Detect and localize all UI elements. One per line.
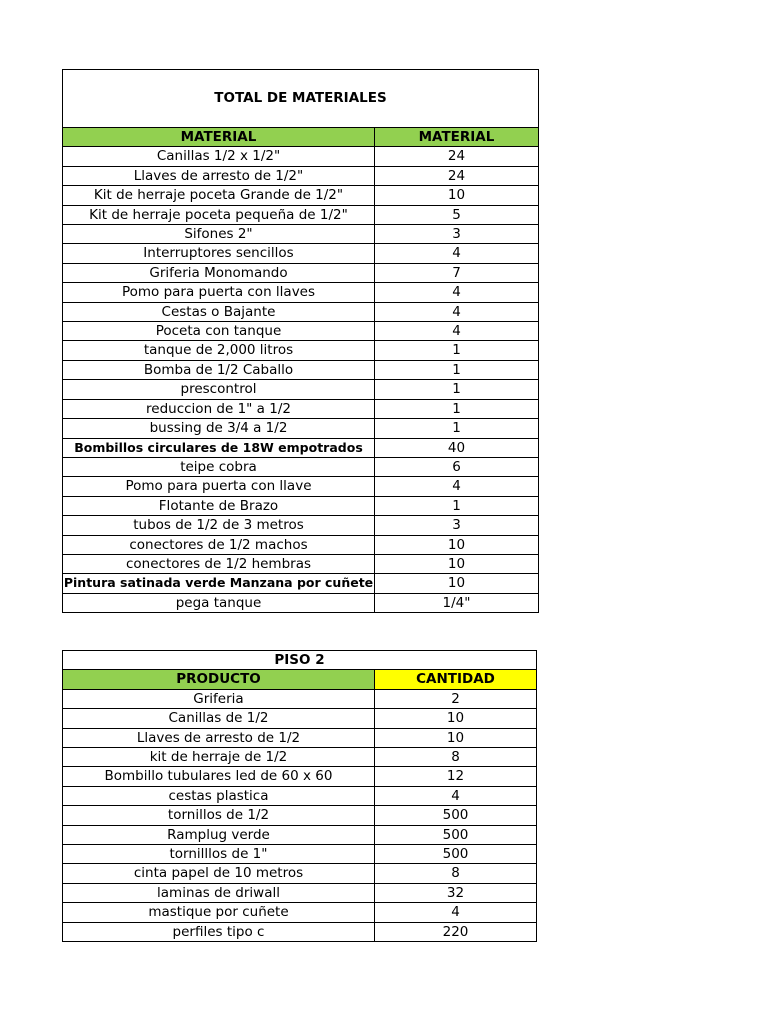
item-name-cell: reduccion de 1" a 1/2 [63,399,375,418]
table-header-row [63,670,537,689]
table-row [63,806,537,825]
quantity-cell: 10 [375,574,539,593]
table-row [63,748,537,767]
table-row [63,186,539,205]
item-name-cell: Kit de herraje poceta Grande de 1/2" [63,186,375,205]
quantity-cell: 500 [375,845,537,864]
quantity-cell: 32 [375,883,537,902]
item-name-cell: kit de herraje de 1/2 [63,748,375,767]
item-name-cell: Interruptores sencillos [63,244,375,263]
item-name-cell: Bombillos circulares de 18W empotrados [63,438,375,457]
quantity-cell: 10 [375,535,539,554]
table-row [63,786,537,805]
item-name-cell: Pomo para puerta con llave [63,477,375,496]
item-name-cell: Sifones 2" [63,225,375,244]
table-title: PISO 2 [63,651,537,670]
total-materiales-table [62,69,539,613]
table-row [63,825,537,844]
quantity-cell: 4 [375,322,539,341]
quantity-cell: 10 [375,186,539,205]
item-name-cell: tornillos de 1/2 [63,806,375,825]
table-row [63,244,539,263]
table-row [63,419,539,438]
quantity-cell: 24 [375,166,539,185]
item-name-cell: Poceta con tanque [63,322,375,341]
table-row [63,516,539,535]
item-name-cell: Llaves de arresto de 1/2" [63,166,375,185]
quantity-cell: 12 [375,767,537,786]
item-name-cell: pega tanque [63,593,375,612]
quantity-cell: 4 [375,903,537,922]
table-row [63,360,539,379]
table-row [63,399,539,418]
quantity-cell: 10 [375,728,537,747]
table-row [63,380,539,399]
quantity-cell: 1/4" [375,593,539,612]
quantity-cell: 8 [375,748,537,767]
quantity-cell: 4 [375,302,539,321]
quantity-cell: 1 [375,341,539,360]
table-row [63,302,539,321]
quantity-cell: 1 [375,419,539,438]
table-row [63,864,537,883]
quantity-cell: 1 [375,399,539,418]
item-name-cell: cestas plastica [63,786,375,805]
table-row [63,263,539,282]
quantity-cell: 500 [375,825,537,844]
quantity-cell: 6 [375,457,539,476]
item-name-cell: Ramplug verde [63,825,375,844]
table-row [63,593,539,612]
quantity-cell: 4 [375,477,539,496]
table-row [63,574,539,593]
item-name-cell: Llaves de arresto de 1/2 [63,728,375,747]
item-name-cell: Flotante de Brazo [63,496,375,515]
table-row [63,535,539,554]
table-row [63,322,539,341]
item-name-cell: Pomo para puerta con llaves [63,283,375,302]
quantity-cell: 4 [375,244,539,263]
column-header-producto: PRODUCTO [63,670,375,689]
column-header-cantidad: CANTIDAD [375,670,537,689]
item-name-cell: Kit de herraje poceta pequeña de 1/2" [63,205,375,224]
quantity-cell: 5 [375,205,539,224]
quantity-cell: 8 [375,864,537,883]
item-name-cell: Canillas de 1/2 [63,709,375,728]
table-row [63,341,539,360]
item-name-cell: perfiles tipo c [63,922,375,941]
quantity-cell: 10 [375,709,537,728]
table-row [63,922,537,941]
table-row [63,225,539,244]
table-row [63,554,539,573]
table-title-row [63,70,539,128]
item-name-cell: Bomba de 1/2 Caballo [63,360,375,379]
quantity-cell: 4 [375,283,539,302]
item-name-cell: Griferia [63,689,375,708]
item-name-cell: bussing de 3/4 a 1/2 [63,419,375,438]
item-name-cell: tubos de 1/2 de 3 metros [63,516,375,535]
item-name-cell: cinta papel de 10 metros [63,864,375,883]
table-header-row [63,128,539,147]
item-name-cell: prescontrol [63,380,375,399]
item-name-cell: Canillas 1/2 x 1/2" [63,147,375,166]
piso-2-table [62,650,537,942]
table-row [63,767,537,786]
table-title: TOTAL DE MATERIALES [63,70,539,128]
quantity-cell: 10 [375,554,539,573]
quantity-cell: 40 [375,438,539,457]
table-row [63,438,539,457]
table-title-row [63,651,537,670]
table-row [63,845,537,864]
item-name-cell: conectores de 1/2 hembras [63,554,375,573]
table-row [63,689,537,708]
quantity-cell: 1 [375,496,539,515]
column-header-material: MATERIAL [63,128,375,147]
item-name-cell: Pintura satinada verde Manzana por cuñete [63,574,375,593]
item-name-cell: laminas de driwall [63,883,375,902]
table-row [63,903,537,922]
item-name-cell: Cestas o Bajante [63,302,375,321]
quantity-cell: 7 [375,263,539,282]
quantity-cell: 220 [375,922,537,941]
table-row [63,457,539,476]
item-name-cell: Bombillo tubulares led de 60 x 60 [63,767,375,786]
item-name-cell: tornilllos de 1" [63,845,375,864]
column-header-material-qty: MATERIAL [375,128,539,147]
table-row [63,166,539,185]
item-name-cell: Griferia Monomando [63,263,375,282]
table-row [63,147,539,166]
quantity-cell: 24 [375,147,539,166]
quantity-cell: 3 [375,516,539,535]
item-name-cell: tanque de 2,000 litros [63,341,375,360]
item-name-cell: conectores de 1/2 machos [63,535,375,554]
item-name-cell: teipe cobra [63,457,375,476]
quantity-cell: 3 [375,225,539,244]
table-row [63,205,539,224]
table-row [63,477,539,496]
quantity-cell: 1 [375,380,539,399]
table-row [63,283,539,302]
quantity-cell: 2 [375,689,537,708]
quantity-cell: 500 [375,806,537,825]
table-row [63,709,537,728]
quantity-cell: 4 [375,786,537,805]
table-row [63,728,537,747]
table-row [63,496,539,515]
table-row [63,883,537,902]
quantity-cell: 1 [375,360,539,379]
item-name-cell: mastique por cuñete [63,903,375,922]
